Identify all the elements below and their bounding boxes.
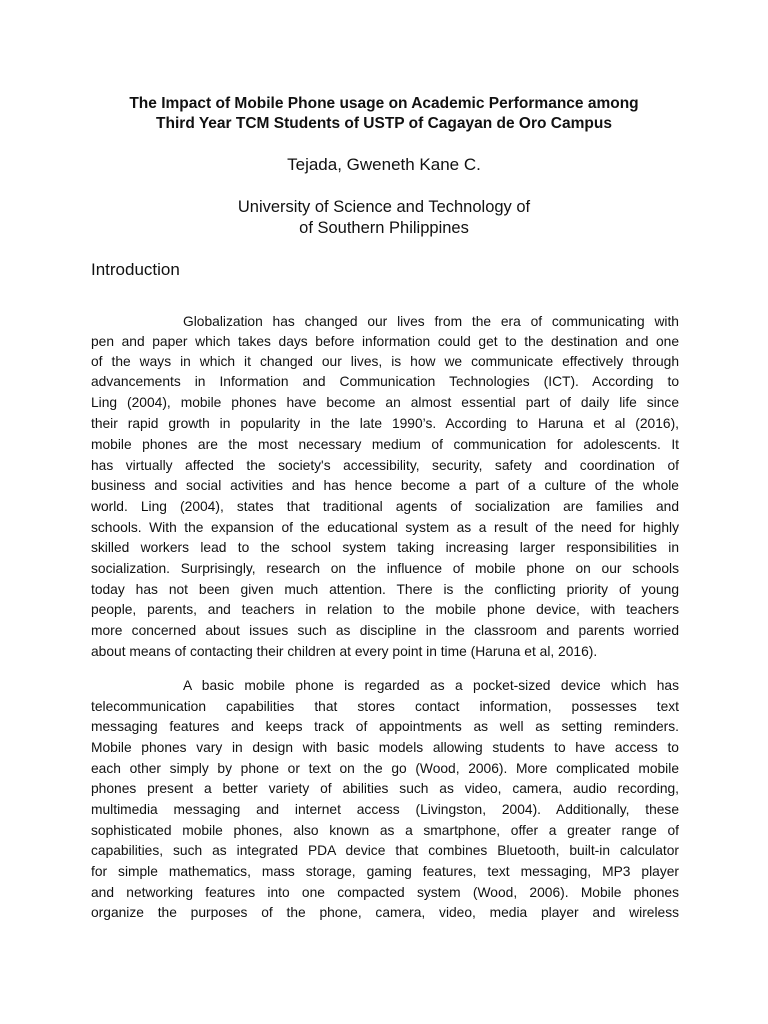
paper-title-line-1: The Impact of Mobile Phone usage on Academic Performance among xyxy=(129,95,639,112)
paragraph-line: and networking features into one compacted system (Wood, 2006). Mobile phones xyxy=(91,885,679,900)
paragraph-line: sophisticated mobile phones, also known as a smartphone, offer a greater range of xyxy=(91,823,679,838)
paragraph-line: multimedia messaging and internet access (Livingston, 2004). Additionally, these xyxy=(91,802,679,817)
paragraph-line: pen and paper which takes days before information could get to the destination and one xyxy=(91,334,679,349)
paragraph-line: each other simply by phone or text on the go (Wood, 2006). More complicated mobile xyxy=(91,761,679,776)
paragraph-line: Globalization has changed our lives from the era of communicating with xyxy=(183,314,679,329)
paragraph-line: Mobile phones vary in design with basic models allowing students to have access to xyxy=(91,740,679,755)
affiliation-line-1: University of Science and Technology of xyxy=(237,198,531,216)
paragraph-line: mobile phones are the most necessary medium of communication for adolescents. It xyxy=(91,437,679,452)
paragraph-line: today has not been given much attention. There is the conflicting priority of young xyxy=(91,582,679,597)
paragraph-line: messaging features and keeps track of appointments as well as setting reminders. xyxy=(91,719,679,734)
paragraph-line: of the ways in which it changed our lives, is how we communicate effectively through xyxy=(91,354,679,369)
paragraph-line: people, parents, and teachers in relation to the mobile phone device, with teachers xyxy=(91,602,679,617)
paragraph-line: has virtually affected the society's accessibility, security, safety and coordination of xyxy=(91,458,679,473)
paragraph-line: organize the purposes of the phone, camera, video, media player and wireless xyxy=(91,905,679,920)
paper-title-line-2: Third Year TCM Students of USTP of Cagayan de Oro Campus xyxy=(156,115,612,132)
section-heading: Introduction xyxy=(91,260,180,279)
paragraph-line: for simple mathematics, mass storage, gaming features, text messaging, MP3 player xyxy=(91,864,679,879)
paragraph-line: schools. With the expansion of the educational system as a result of the need for highly xyxy=(91,520,679,535)
paragraph-line: more concerned about issues such as discipline in the classroom and parents worried xyxy=(91,623,679,638)
paragraph-line: business and social activities and has hence become a part of a culture of the whole xyxy=(91,478,679,493)
affiliation-line-2: of Southern Philippines xyxy=(299,219,469,237)
paragraph-line: socialization. Surprisingly, research on the influence of mobile phone on our schools xyxy=(91,561,679,576)
paragraph-line: Ling (2004), mobile phones have become an almost essential part of daily life since xyxy=(91,395,679,410)
paragraph-line: phones present a better variety of abilities such as video, camera, audio recording, xyxy=(91,781,679,796)
paragraph-line: world. Ling (2004), states that traditional agents of socialization are families and xyxy=(91,499,679,514)
paragraph-line: their rapid growth in popularity in the late 1990’s. According to Haruna et al (2016), xyxy=(91,416,679,431)
paragraph-line: about means of contacting their children at every point in time (Haruna et al, 2016). xyxy=(91,644,598,659)
paragraph-line: capabilities, such as integrated PDA device that combines Bluetooth, built-in calculator xyxy=(91,843,679,858)
paragraph-line: A basic mobile phone is regarded as a pocket-sized device which has xyxy=(183,678,679,693)
author-name: Tejada, Gweneth Kane C. xyxy=(287,155,481,174)
paragraph-line: skilled workers lead to the school system taking increasing larger responsibilities in xyxy=(91,540,679,555)
paragraph-line: advancements in Information and Communication Technologies (ICT). According to xyxy=(91,374,679,389)
paragraph-line: telecommunication capabilities that stores contact information, possesses text xyxy=(91,699,679,714)
